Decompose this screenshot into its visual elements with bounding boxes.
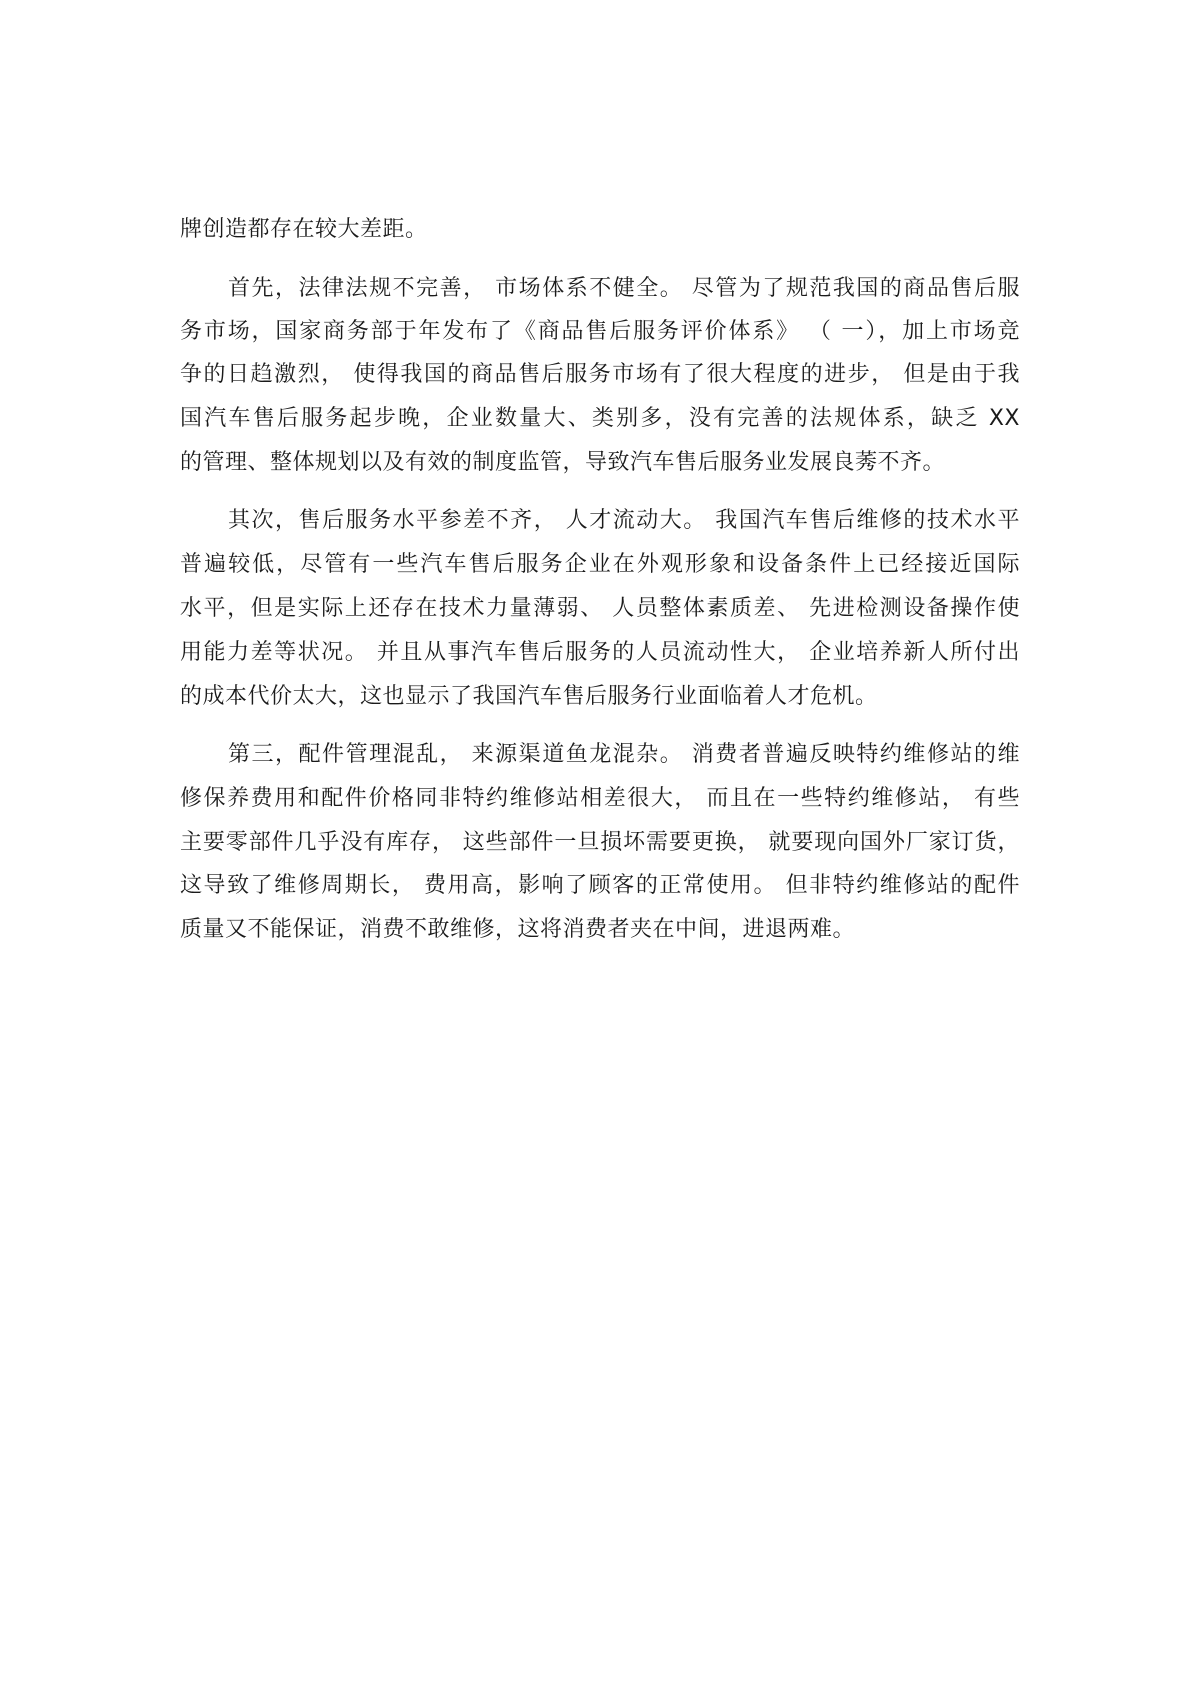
text-line: 国汽车售后服务起步晚，企业数量大、类别多，没有完善的法规体系，缺乏 XX (180, 406, 1020, 431)
text-line: 首先，法律法规不完善， 市场体系不健全。 尽管为了规范我国的商品售后服 (228, 276, 1020, 301)
text-line: 牌创造都存在较大差距。 (180, 217, 428, 242)
text-line: 质量又不能保证，消费不敢维修，这将消费者夹在中间，进退两难。 (180, 917, 856, 942)
text-line: 的成本代价太大，这也显示了我国汽车售后服务行业面临着人才危机。 (180, 684, 878, 709)
text-line: 主要零部件几乎没有库存， 这些部件一旦损坏需要更换， 就要现向国外厂家订货， (180, 830, 1020, 855)
text-line: 用能力差等状况。 并且从事汽车售后服务的人员流动性大， 企业培养新人所付出 (180, 640, 1020, 665)
text-line: 这导致了维修周期长， 费用高，影响了顾客的正常使用。 但非特约维修站的配件 (180, 873, 1020, 898)
text-line: 其次，售后服务水平参差不齐， 人才流动大。 我国汽车售后维修的技术水平 (228, 508, 1020, 533)
text-line: 修保养费用和配件价格同非特约维修站相差很大， 而且在一些特约维修站， 有些 (180, 786, 1020, 811)
text-line: 的管理、整体规划以及有效的制度监管，导致汽车售后服务业发展良莠不齐。 (180, 450, 946, 475)
text-line: 水平，但是实际上还存在技术力量薄弱、 人员整体素质差、 先进检测设备操作使 (180, 596, 1020, 621)
text-line: 务市场，国家商务部于年发布了《商品售后服务评价体系》 （ 一），加上市场竞 (180, 319, 1020, 344)
text-line: 第三，配件管理混乱， 来源渠道鱼龙混杂。 消费者普遍反映特约维修站的维 (228, 742, 1020, 767)
text-line: 争的日趋激烈， 使得我国的商品售后服务市场有了很大程度的进步， 但是由于我 (180, 362, 1020, 387)
text-line: 普遍较低，尽管有一些汽车售后服务企业在外观形象和设备条件上已经接近国际 (180, 552, 1020, 577)
